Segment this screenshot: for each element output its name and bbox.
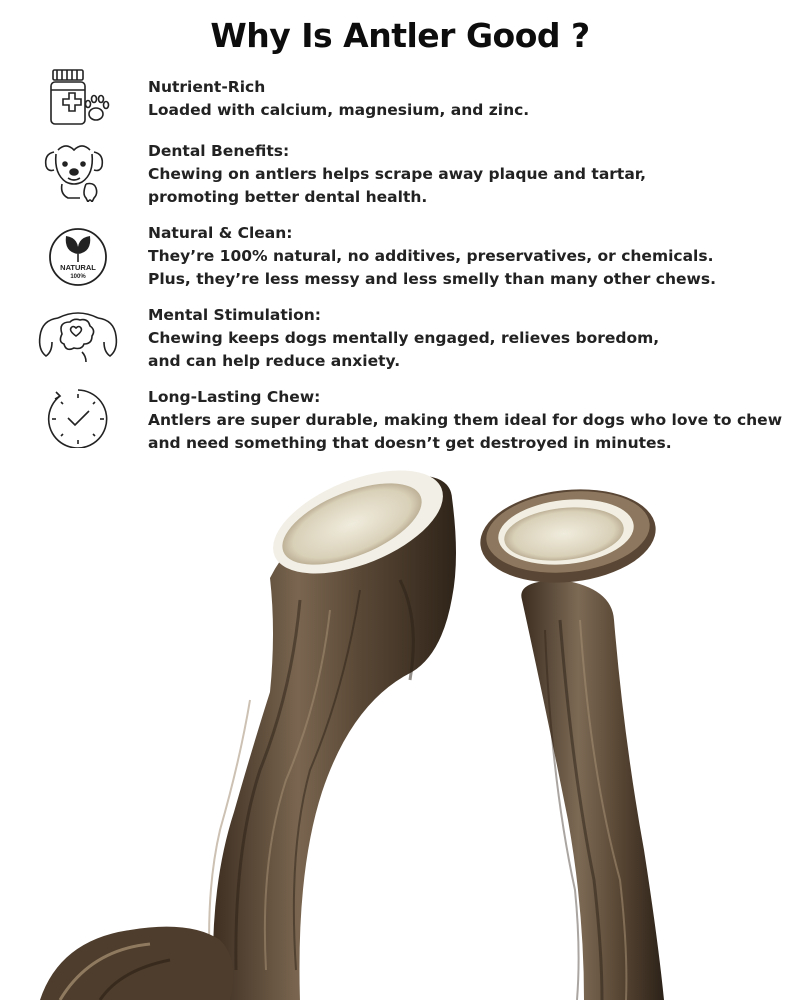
- badge-label: NATURAL: [60, 263, 96, 272]
- benefit-text: [148, 222, 788, 291]
- medicine-bottle-paw-icon: [36, 66, 120, 128]
- benefit-heading: Long-Lasting Chew:: [148, 388, 321, 406]
- benefit-text: [148, 76, 788, 122]
- benefit-heading: Nutrient-Rich: [148, 78, 266, 96]
- bottom-antler-piece: [40, 927, 233, 1000]
- benefit-heading: Natural & Clean:: [148, 224, 293, 242]
- dog-tooth-icon: [36, 140, 120, 202]
- benefit-text: [148, 386, 788, 455]
- benefit-description: Chewing keeps dogs mentally engaged, relieves boredom, and can help reduce anxiety.: [148, 329, 660, 370]
- clock-check-icon: [36, 386, 120, 448]
- benefit-description: They’re 100% natural, no additives, preservatives, or chemicals. Plus, they’re less messy and less smelly than many other chews.: [148, 247, 716, 288]
- left-antler: [209, 460, 457, 1000]
- benefit-heading: Mental Stimulation:: [148, 306, 321, 324]
- benefit-text: [148, 140, 788, 209]
- antler-product-image: [0, 460, 800, 1000]
- benefit-text: [148, 304, 788, 373]
- page-title: Why Is Antler Good ?: [210, 16, 590, 55]
- benefit-heading: Dental Benefits:: [148, 142, 290, 160]
- natural-leaf-badge-icon: [36, 224, 120, 286]
- benefit-description: Antlers are super durable, making them ideal for dogs who love to chew and need something that doesn’t get destroyed in minutes.: [148, 411, 783, 452]
- benefit-description: Chewing on antlers helps scrape away plaque and tartar, promoting better dental health.: [148, 165, 647, 206]
- badge-sublabel: 100%: [70, 274, 86, 280]
- benefit-description: Loaded with calcium, magnesium, and zinc.: [148, 101, 530, 119]
- dog-brain-icon: [36, 304, 120, 366]
- right-antler: [476, 481, 664, 1000]
